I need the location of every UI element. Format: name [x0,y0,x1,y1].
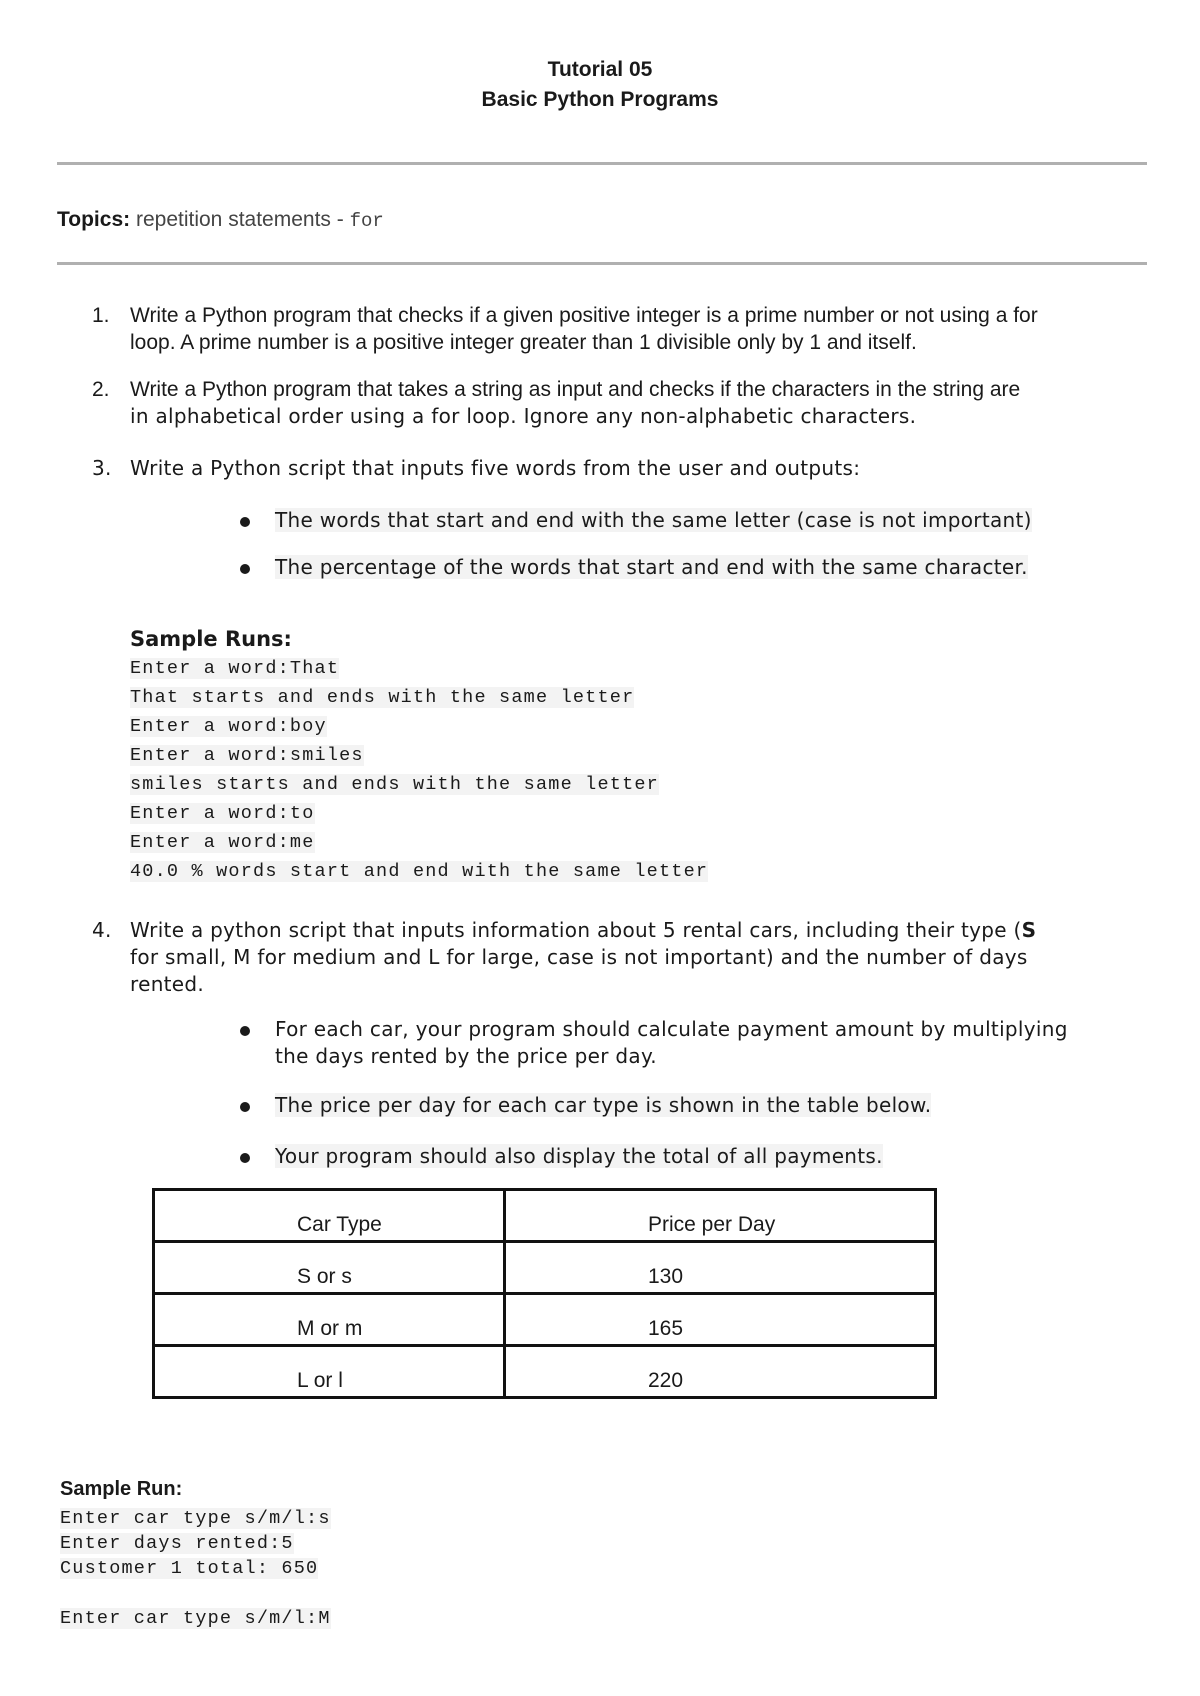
table-row [154,1242,936,1294]
bullet-dot [240,564,250,574]
question-3-bullet-1: The words that start and end with the same letter (case is not important) [275,508,1032,532]
table-cell: 165 [505,1294,936,1346]
question-3-bullet-2: The percentage of the words that start and end with the same character. [275,555,1028,579]
table-cell: S or s [154,1242,505,1294]
topics-text: repetition statements - [135,208,344,231]
question-4-bullet-1: For each car, your program should calculate payment amount by multiplying the days rented by the price per day. [275,1017,1068,1068]
sample-run-heading: Sample Run: [60,1478,183,1500]
document-title-line2: Basic Python Programs [481,88,719,111]
question-3-line1: Write a Python script that inputs five words from the user and outputs: [130,456,861,480]
question-2-number: 2. [92,378,110,401]
code-line: Enter days rented:5 [60,1533,294,1554]
code-line: Enter car type s/m/l:s [60,1508,331,1529]
topics-label: Topics: [57,208,131,231]
topics-keyword: for [349,210,384,232]
bullet-dot [240,1153,250,1163]
document-title-line1: Tutorial 05 [547,58,653,81]
bullet-dot [240,1102,250,1112]
code-line: Enter a word:boy [130,716,327,737]
question-2-line1: Write a Python program that takes a string as input and checks if the characters in the string are [130,378,1021,401]
table-header-cell: Car Type [154,1190,505,1242]
question-4-line2: for small, M for medium and L for large, case is not important) and the number of days [130,945,1028,969]
code-line: Enter car type s/m/l:M [60,1608,331,1629]
question-4-bullet-3: Your program should also display the total of all payments. [275,1144,883,1168]
question-4-number: 4. [92,918,112,942]
question-2-line2: in alphabetical order using a for loop. Ignore any non-alphabetic characters. [130,404,917,428]
question-4-line1: Write a python script that inputs information about 5 rental cars, including their type (S [130,918,1037,942]
table-cell: 220 [505,1346,936,1398]
table-cell: 130 [505,1242,936,1294]
sample-run-code [60,1506,331,1631]
table-row [154,1346,936,1398]
question-1-line1: Write a Python program that checks if a given positive integer is a prime number or not using a for [130,304,1038,327]
code-line: Enter a word:to [130,803,315,824]
code-line: Enter a word:smiles [130,745,364,766]
bullet-dot [240,1026,250,1036]
table-cell: L or l [154,1346,505,1398]
code-line: Customer 1 total: 650 [60,1558,319,1579]
table-header-row [154,1190,936,1242]
question-4 [130,917,1150,998]
table-header-cell: Price per Day [505,1190,936,1242]
question-3-number: 3. [92,456,112,480]
code-line: That starts and ends with the same letter [130,687,635,708]
topics-line [57,208,384,232]
top-divider [57,162,1147,165]
table-row [154,1294,936,1346]
price-table [152,1188,937,1399]
sample-runs-heading: Sample Runs: [130,627,292,651]
bullet-dot [240,517,250,527]
code-line: Enter a word:That [130,658,340,679]
sample-runs-code [130,654,708,886]
question-1-number: 1. [92,304,110,327]
code-line: Enter a word:me [130,832,315,853]
question-2 [130,376,1150,430]
bottom-divider [57,262,1147,265]
question-4-line3: rented. [130,972,205,996]
table-cell: M or m [154,1294,505,1346]
question-4-bullet-2: The price per day for each car type is shown in the table below. [275,1093,932,1117]
code-line: smiles starts and ends with the same letter [130,774,659,795]
question-1-line2: loop. A prime number is a positive integer greater than 1 divisible only by 1 and itself. [130,331,917,354]
code-line: 40.0 % words start and end with the same letter [130,861,709,882]
question-1 [130,302,1150,356]
